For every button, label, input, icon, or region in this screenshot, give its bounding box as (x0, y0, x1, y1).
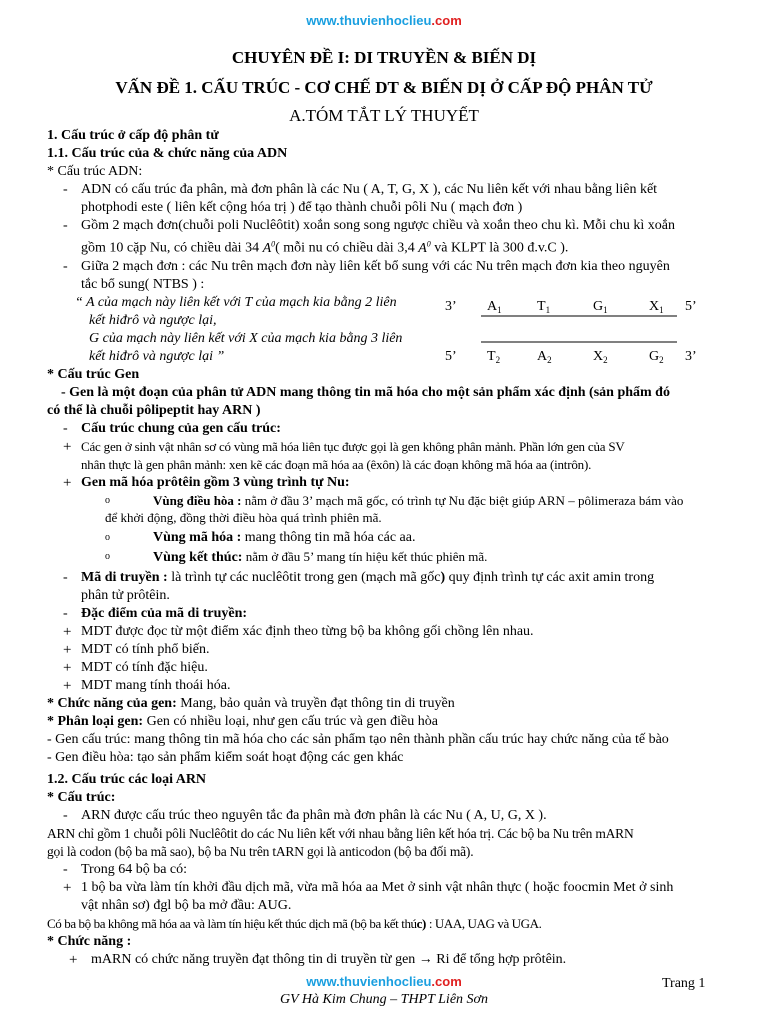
gen-label: * Cấu trúc Gen (47, 366, 140, 382)
list-item: - Gồm 2 mạch đơn(chuỗi poli Nuclêôtit) xoắn song song ngược chiều và xoắn theo chu kì. Mỗi chu kì xoắn gồm 10 cặp Nu, có chiều dài 34 $A^0$( mỗi nu có chiều dài 3,4 $A^0$ và KLPT là 300 đ.v.C ). (63, 218, 675, 256)
list-item: - ADN có cấu trúc đa phân, mà đơn phân là các Nu ( A, T, G, X ), các Nu liên kết với nhau bằng liên kết photphodi este ( liên kết cộng hóa trị ) để tạo thành chuỗi pôli Nu ( mạch đơn ) (63, 182, 658, 215)
list-item: + mARN có chức năng truyền đạt thông tin di truyền từ gen → Ri để tổng hợp prôtêin. (69, 951, 567, 968)
gen-classification: * Phân loại gen: Gen có nhiều loại, như gen cấu trúc và gen điều hòa (47, 713, 438, 729)
gen-definition: - Gen là một đoạn của phân tử ADN mang thông tin mã hóa cho một sản phẩm xác định (sản phẩm đó có thể là chuỗi pôlipeptit hay ARN ) (47, 384, 670, 418)
arn-function-label: * Chức năng : (47, 933, 132, 949)
adn-label: * Cấu trúc ADN: (47, 164, 143, 179)
list-item: - ARN được cấu trúc theo nguyên tắc đa phân mà đơn phân là các Nu ( A, U, G, X ). (63, 807, 547, 823)
list-item: + MDT có tính phổ biến. (63, 641, 210, 658)
chapter-title: CHUYÊN ĐỀ I: DI TRUYỀN & BIẾN DỊ (231, 48, 537, 67)
list-item: - Cấu trúc chung của gen cấu trúc: (63, 420, 281, 436)
arn-structure-label: * Cấu trúc: (47, 789, 116, 805)
top-base-3: $X_1$ (649, 298, 664, 315)
arrow-icon: → (418, 951, 433, 967)
angstrom-symbol: $A^0$ (418, 239, 431, 256)
gen-structural: - Gen cấu trúc: mang thông tin mã hóa cho các sản phẩm tạo nên thành phần cấu trúc hay chức năng của tế bào (47, 731, 669, 747)
section-title: VẤN ĐỀ 1. CẤU TRÚC - CƠ CHẾ DT & BIẾN DỊ Ở CẤP ĐỘ PHÂN TỬ (115, 78, 653, 97)
stop-codon-line: Có ba bộ ba không mã hóa aa và làm tín hiệu kết thúc dịch mã (bộ ba kết thúc) : UAA, UAG và UGA. (47, 915, 542, 931)
bottom-base-3: $G_2$ (649, 348, 664, 365)
heading-1: 1. Cấu trúc ở cấp độ phân tử (47, 128, 219, 143)
list-item: + MDT có tính đặc hiệu. (63, 659, 208, 676)
header-url-link[interactable]: www.thuvienhoclieu.com (306, 13, 462, 28)
top-base-1: $T_1$ (537, 298, 551, 315)
angstrom-symbol: $A^0$ (262, 239, 276, 256)
strand-top-end-right: 5’ (685, 298, 697, 314)
list-item: + Các gen ở sinh vật nhân sơ có vùng mã hóa liên tục được gọi là gen không phân mảnh. Phần lớn gen của SV nhân thực là gen phân mảnh: xen kẽ các đoạn mã hóa aa (êxôn) là các đoạn không mã hóa aa (intrôn). (63, 438, 625, 472)
footer-url-link[interactable]: www.thuvienhoclieu.com (306, 974, 462, 989)
ntbs-quote: “ A của mạch này liên kết với T của mạch kia bằng 2 liên kết hiđrô và ngược lại, G của mạch này liên kết với X của mạch kia bằng 3 liên kết hiđrô và ngược lại ” (75, 294, 403, 364)
arn-paragraph: ARN chỉ gồm 1 chuỗi pôli Nuclêôtit do các Nu liên kết với nhau bằng liên kết hóa trị. Các bộ ba Nu trên mARN gọi là codon (bộ ba mã sao), bộ ba Nu trên tARN gọi là anticodon (bộ ba đối mã). (47, 825, 634, 859)
sub-item: o Vùng mã hóa : mang thông tin mã hóa các aa. (105, 529, 416, 545)
bottom-base-2: $X_2$ (593, 348, 608, 365)
list-item: + MDT được đọc từ một điểm xác định theo từng bộ ba không gối chồng lên nhau. (63, 623, 534, 640)
list-item: - Giữa 2 mạch đơn : các Nu trên mạch đơn này liên kết bổ sung với các Nu trên mạch đơn kia theo nguyên tắc bổ sung( NTBS ) : (63, 258, 670, 292)
top-base-0: $A_1$ (487, 298, 502, 315)
sub-item: o Vùng kết thúc: nằm ở đầu 5’ mang tín hiệu kết thúc phiên mã. (105, 548, 488, 565)
list-item: - Mã di truyền : là trình tự các nuclêôtit trong gen (mạch mã gốc) quy định trình tự các axit amin trong phân tử prôtêin. (63, 569, 655, 603)
list-item: + Gen mã hóa prôtêin gồm 3 vùng trình tự Nu: (63, 474, 350, 491)
page-number: Trang 1 (662, 976, 706, 991)
subsection-title: A.TÓM TẮT LÝ THUYẾT (289, 106, 479, 125)
list-item: + MDT mang tính thoái hóa. (63, 677, 231, 694)
footer-author: GV Hà Kim Chung – THPT Liên Sơn (279, 992, 489, 1007)
gen-function: * Chức năng của gen: Mang, bảo quản và truyền đạt thông tin di truyền (47, 695, 455, 711)
document-body (47, 127, 719, 969)
ntbs-block (47, 294, 719, 366)
list-item: + 1 bộ ba vừa làm tín khởi đầu dịch mã, vừa mã hóa aa Met ở sinh vật nhân thực ( hoặc foocmin Met ở sinh vật nhân sơ) đgl bộ ba mở đầu: AUG. (63, 879, 674, 913)
heading-1-1: 1.1. Cấu trúc của & chức năng của ADN (47, 146, 288, 161)
heading-1-2: 1.2. Cấu trúc các loại ARN (47, 771, 207, 787)
dna-strand-diagram (445, 294, 745, 366)
gen-regulatory: - Gen điều hòa: tạo sản phẩm kiểm soát hoạt động các gen khác (47, 749, 404, 765)
top-base-2: $G_1$ (593, 298, 608, 315)
bottom-base-0: $T_2$ (487, 348, 501, 365)
sub-item-continuation: để khởi động, đồng thời điều hòa quá trình phiên mã. (105, 509, 382, 525)
list-item: - Đặc điểm của mã di truyền: (63, 605, 248, 621)
strand-bottom-end-right: 3’ (685, 348, 697, 364)
list-item: - Trong 64 bộ ba có: (63, 861, 188, 877)
strand-bottom-end-left: 5’ (445, 348, 457, 364)
sub-item: o Vùng điều hòa : nằm ở đầu 3’ mạch mã gốc, có trình tự Nu đặc biệt giúp ARN – pôlimeraza bám vào (105, 492, 684, 508)
bottom-base-1: $A_2$ (537, 348, 552, 365)
strand-top-end-left: 3’ (445, 298, 457, 314)
